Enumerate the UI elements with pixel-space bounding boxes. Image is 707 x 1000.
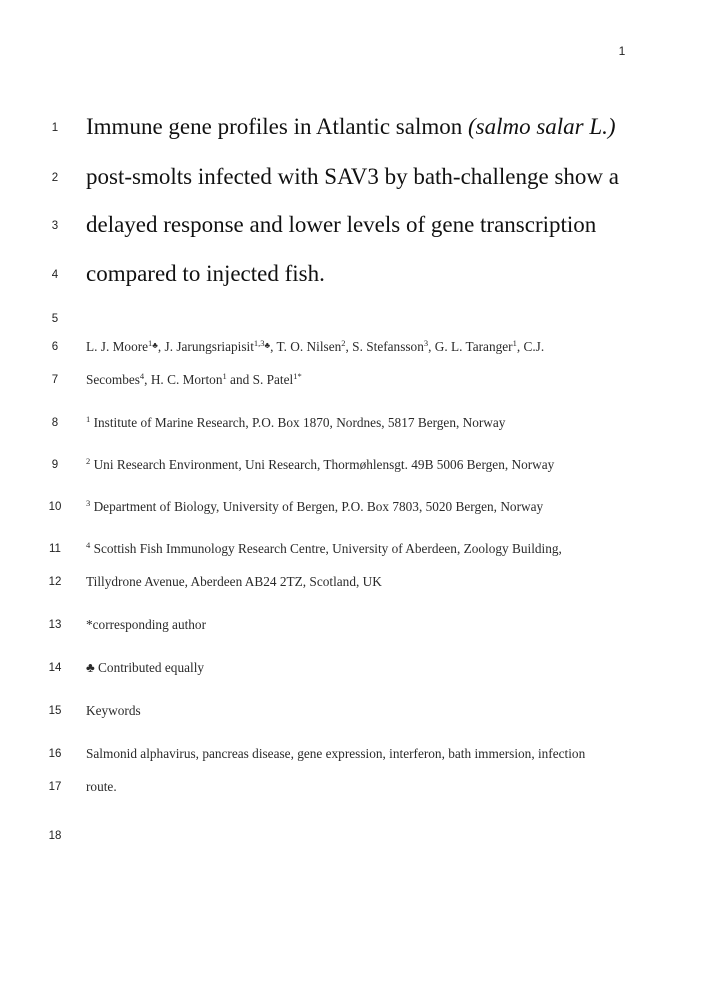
- line-number: 2: [51, 172, 59, 184]
- line-number: 1: [51, 122, 59, 134]
- affiliation-4: [86, 541, 562, 557]
- affiliation-marker: 1*: [293, 371, 302, 381]
- title-line-2: post-smolts infected with SAV3 by bath-challenge show a: [86, 164, 619, 189]
- affiliation-number: 1: [86, 414, 91, 424]
- affiliation-number: 2: [86, 456, 91, 466]
- affiliation-marker: 1: [512, 338, 517, 348]
- author-name: L. J. Moore: [86, 339, 149, 354]
- author-name: , S. Stefansson: [345, 339, 424, 354]
- affiliation-marker: 1: [148, 338, 153, 348]
- affiliation-number: 3: [86, 498, 91, 508]
- page-number: 1: [618, 44, 626, 58]
- author-list: [86, 339, 544, 355]
- keywords-heading: Keywords: [86, 703, 141, 718]
- title-text: Immune gene profiles in Atlantic salmon: [86, 114, 468, 139]
- line-number: 6: [51, 341, 59, 353]
- title-line-1: [86, 114, 616, 140]
- affiliation-marker: 1: [222, 371, 227, 381]
- affiliation-text: Uni Research Environment, Uni Research, Thormøhlensgt. 49B 5006 Bergen, Norway: [90, 457, 555, 472]
- line-number: 3: [51, 220, 59, 232]
- title-line-3: delayed response and lower levels of gene transcription: [86, 212, 597, 237]
- line-number: 16: [48, 748, 62, 760]
- author-name: , G. L. Taranger: [428, 339, 513, 354]
- line-number: 4: [51, 269, 59, 281]
- affiliation-4-cont: Tillydrone Avenue, Aberdeen AB24 2TZ, Scotland, UK: [86, 574, 382, 589]
- line-number: 18: [48, 830, 62, 842]
- author-name: , J. Jarungsriapisit: [157, 339, 254, 354]
- affiliation-marker: 3: [423, 338, 429, 348]
- species-name: (salmo salar L.): [467, 114, 616, 139]
- line-number: 17: [48, 781, 62, 793]
- author-name: , C.J.: [516, 339, 545, 354]
- corresponding-author-note: *corresponding author: [86, 617, 207, 632]
- club-icon: ♣: [86, 660, 95, 675]
- line-number: 13: [48, 619, 62, 631]
- equal-contribution-text: Contributed equally: [94, 660, 205, 675]
- line-number: 14: [48, 662, 62, 674]
- club-icon: ♣: [264, 340, 271, 350]
- affiliation-1: [86, 415, 505, 431]
- line-number: 8: [51, 417, 59, 429]
- keywords-line-2: route.: [86, 779, 117, 794]
- equal-contribution-note: [86, 660, 204, 676]
- line-number: 7: [51, 374, 59, 386]
- author-name: , T. O. Nilsen: [270, 339, 342, 354]
- affiliation-text: Institute of Marine Research, P.O. Box 1870, Nordnes, 5817 Bergen, Norway: [90, 415, 506, 430]
- affiliation-marker: 1,3: [253, 338, 265, 348]
- line-number: 9: [51, 459, 59, 471]
- author-name: Secombes: [86, 372, 140, 387]
- affiliation-text: Department of Biology, University of Bergen, P.O. Box 7803, 5020 Bergen, Norway: [90, 499, 544, 514]
- line-number: 12: [48, 576, 62, 588]
- club-icon: ♣: [152, 340, 158, 350]
- affiliation-3: [86, 499, 543, 515]
- affiliation-marker: 4: [139, 371, 145, 381]
- line-number: 11: [49, 543, 61, 555]
- line-number: 5: [51, 313, 59, 325]
- author-list-cont: [86, 372, 302, 388]
- keywords-line-1: Salmonid alphavirus, pancreas disease, gene expression, interferon, bath immersion, infection: [86, 746, 586, 761]
- author-name: , H. C. Morton: [144, 372, 223, 387]
- affiliation-marker: 2: [341, 338, 346, 348]
- affiliation-2: [86, 457, 554, 473]
- line-number: 10: [48, 501, 62, 513]
- line-number: 15: [48, 705, 62, 717]
- affiliation-number: 4: [86, 540, 91, 550]
- title-line-4: compared to injected fish.: [86, 261, 325, 286]
- affiliation-text: Scottish Fish Immunology Research Centre, University of Aberdeen, Zoology Building,: [90, 541, 562, 556]
- author-name: and S. Patel: [226, 372, 294, 387]
